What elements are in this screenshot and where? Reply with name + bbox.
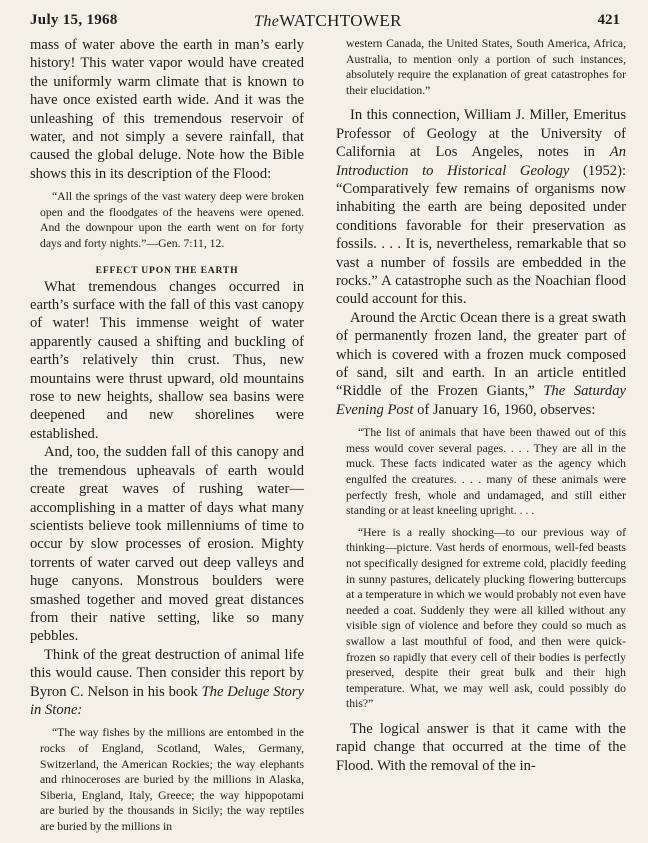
book-title: An Introduction to Historical Geology: [336, 144, 626, 179]
paragraph: [30, 646, 304, 720]
issue-date: July 15, 1968: [30, 12, 118, 28]
left-column: [30, 36, 304, 843]
page-header: [30, 10, 626, 36]
paragraph-text: (1952): “Comparatively few remains of organisms now inhabiting the earth are being deposited under conditions favorable for their preservation as fossils. . . . It is, nevertheless, remarkable that so vast a number of fossils are embedded in the rocks.” A catastrophe such as the Noachian flood could account for this.: [336, 162, 626, 308]
paragraph: And, too, the sudden fall of this canopy and the tremendous upheavals of earth would create great waves of rushing water—accomplishing in a matter of days what many scientists believe took millenniums of time to occur by slow processes of erosion. Mighty torrents of water carved out deep valleys and huge canyons. Monstrous boulders were smashed together and moved great distances from their native setting, like so many pebbles.: [30, 444, 304, 645]
page-number: 421: [597, 12, 620, 28]
paragraph: [336, 106, 626, 308]
block-quote: “Here is a really shocking—to our previous way of thinking—picture. Vast herds of enormous, well-fed beasts not specifically designed for extreme cold, placidly feeding in sunny pastures, delicately plucking flowering buttercups at a temperature in which we would probably not even have needed a coat. Suddenly they were all killed without any visible sign of violence and before they could so much as swallow a last mouthful of food, and then were quick-frozen so rapidly that every cell of their bodies is perfectly preserved, despite their great bulk and their high temperature. What, we may well ask, could possibly do this?”: [346, 525, 626, 711]
book-title: The Deluge Story in Stone:: [30, 683, 304, 718]
magazine-title-the: The: [254, 13, 280, 30]
block-quote: “The way fishes by the millions are entombed in the rocks of England, Scotland, Wales, Germany, Switzerland, the American Rockies; the way elephants and rhinoceroses are buried by the millions in Alaska, Siberia, England, Italy, Greece; the way hippopotami are buried by the thousands in Sicily; the way reptiles are buried by the millions in: [40, 726, 304, 833]
paragraph: [336, 309, 626, 419]
paragraph-text: Think of the great destruction of animal life this would cause. Then consider this report by Byron C. Nelson in his book: [30, 646, 304, 700]
paragraph-text: Around the Arctic Ocean there is a great swath of permanently frozen land, the greater part of which is covered with a frozen muck composed of sand, silt and earth. In an article entitled “Riddle of the Frozen Giants,”: [336, 309, 626, 400]
section-heading: EFFECT UPON THE EARTH: [95, 264, 239, 276]
bible-quote: “All the springs of the vast watery deep were broken open and the floodgates of the heavens were opened. And the downpour upon the earth went on for forty days and forty nights.”—Gen. 7:11, 12.: [40, 190, 304, 251]
magazine-name: The Saturday Evening Post: [336, 383, 626, 418]
right-column: [336, 36, 626, 843]
paragraph-text: In this connection, William J. Miller, Emeritus Professor of Geology at the University of California at Los Angeles, notes in: [336, 107, 626, 161]
block-quote: “The list of animals that have been thawed out of this mess would cover several pages. . . . They are all in the muck. These facts indicated water as the agency which engulfed the creatures. . . . many of these animals were perfectly fresh, whole and undamaged, and still either standing or at least kneeling upright. . . .: [346, 426, 626, 518]
paragraph: The logical answer is that it came with the rapid change that occurred at the time of the Flood. With the removal of the in-: [336, 720, 626, 774]
block-quote-continued: western Canada, the United States, South America, Africa, Australia, to mention only a portion of such instances, absolutely require the explanation of great catastrophes for their elucidation.”: [346, 37, 626, 97]
article-columns: [30, 36, 626, 843]
paragraph-text: of January 16, 1960, observes:: [413, 401, 596, 418]
paragraph: What tremendous changes occurred in earth’s surface with the fall of this vast canopy of water! This immense weight of water apparently caused a shifting and buckling of earth’s relatively thin crust. Thus, new mountains were thrust upward, old mountains rose to new heights, shallow sea basins were deepened and new shorelines were established.: [30, 278, 304, 442]
magazine-title-name: WATCHTOWER: [279, 11, 402, 30]
paragraph: mass of water above the earth in man’s early history! This water vapor would have created the uniformly warm climate that is known to have once existed earth wide. And it was the unleashing of this tremendous reservoir of water, and not simply a severe rainfall, that caused the global deluge. Note how the Bible shows this in its description of the Flood:: [30, 37, 304, 182]
magazine-title: [30, 11, 626, 31]
